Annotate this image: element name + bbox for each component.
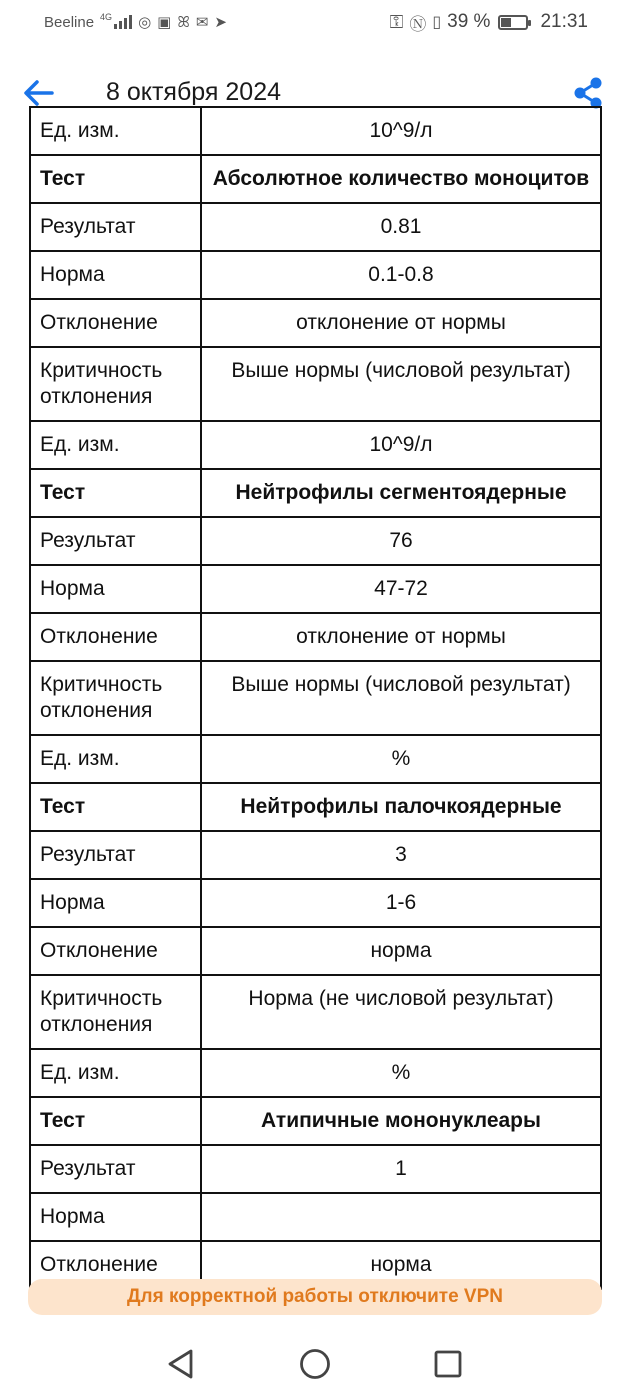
table-row — [30, 1049, 601, 1097]
row-value: 0.81 — [201, 203, 601, 251]
page-title: 8 октября 2024 — [106, 78, 281, 106]
row-value: норма — [201, 1241, 601, 1289]
share-icon — [572, 76, 604, 110]
circle-home-icon — [299, 1348, 331, 1380]
row-value: % — [201, 1049, 601, 1097]
key-icon: ⚿ — [389, 11, 404, 32]
row-value: Абсолютное количество моноцитов — [201, 155, 601, 203]
table-row — [30, 831, 601, 879]
row-label: Тест — [30, 783, 201, 831]
test-header-row — [30, 1097, 601, 1145]
row-value: 3 — [201, 831, 601, 879]
nav-back-button[interactable] — [166, 1348, 196, 1385]
row-label: Отклонение — [30, 1241, 201, 1289]
battery-icon — [498, 15, 528, 30]
row-label: Норма — [30, 251, 201, 299]
row-value: Выше нормы (числовой результат) — [201, 661, 601, 735]
table-row — [30, 251, 601, 299]
row-value: Выше нормы (числовой результат) — [201, 347, 601, 421]
row-label: Норма — [30, 1193, 201, 1241]
table-row — [30, 347, 601, 421]
results-scroll-area[interactable] — [0, 119, 630, 1276]
status-right — [390, 10, 588, 35]
status-bar — [0, 0, 630, 44]
table-row — [30, 1145, 601, 1193]
test-header-row — [30, 155, 601, 203]
row-label: Тест — [30, 469, 201, 517]
row-label: Отклонение — [30, 613, 201, 661]
row-value: отклонение от нормы — [201, 299, 601, 347]
table-row — [30, 299, 601, 347]
clock: 21:31 — [540, 11, 588, 32]
network-type: 4G — [100, 12, 113, 22]
share-button[interactable] — [572, 76, 604, 110]
system-nav-bar — [0, 1330, 630, 1400]
battery-percent: 39 % — [447, 11, 491, 32]
row-value: 10^9/л — [201, 421, 601, 469]
square-recent-icon — [434, 1350, 462, 1378]
table-row — [30, 613, 601, 661]
row-label: Норма — [30, 879, 201, 927]
row-label: Ед. изм. — [30, 1049, 201, 1097]
table-row — [30, 565, 601, 613]
table-row — [30, 203, 601, 251]
row-label: Тест — [30, 1097, 201, 1145]
row-value: % — [201, 735, 601, 783]
row-value: норма — [201, 927, 601, 975]
odnoklassniki-icon: ꕤ — [177, 13, 190, 31]
row-label: Ед. изм. — [30, 107, 201, 155]
row-value: Нейтрофилы палочкоядерные — [201, 783, 601, 831]
table-row — [30, 735, 601, 783]
back-button[interactable] — [22, 77, 56, 109]
row-label: Результат — [30, 203, 201, 251]
table-row — [30, 421, 601, 469]
row-label: Результат — [30, 517, 201, 565]
vpn-warning-banner — [28, 1279, 602, 1315]
nav-recent-button[interactable] — [434, 1350, 462, 1383]
row-value — [201, 1193, 601, 1241]
nav-home-button[interactable] — [299, 1348, 331, 1385]
row-value: 47-72 — [201, 565, 601, 613]
status-left — [44, 13, 227, 31]
whatsapp-icon: ◎ — [138, 14, 152, 31]
row-label: Результат — [30, 1145, 201, 1193]
carrier-name: Beeline — [44, 13, 95, 31]
row-label: Критичность отклонения — [30, 975, 201, 1049]
row-label: Критичность отклонения — [30, 347, 201, 421]
row-value: 0.1-0.8 — [201, 251, 601, 299]
messenger-icon: ▣ — [157, 14, 172, 31]
row-value: 76 — [201, 517, 601, 565]
arrow-left-icon — [22, 77, 56, 109]
row-value: Нейтрофилы сегментоядерные — [201, 469, 601, 517]
table-row — [30, 107, 601, 155]
row-label: Ед. изм. — [30, 421, 201, 469]
table-row — [30, 517, 601, 565]
test-header-row — [30, 469, 601, 517]
test-header-row — [30, 783, 601, 831]
row-label: Отклонение — [30, 299, 201, 347]
table-row — [30, 975, 601, 1049]
row-value: Атипичные мононуклеары — [201, 1097, 601, 1145]
vibrate-icon: ▯ — [432, 14, 442, 31]
row-value: отклонение от нормы — [201, 613, 601, 661]
table-row — [30, 879, 601, 927]
row-value: Норма (не числовой результат) — [201, 975, 601, 1049]
triangle-back-icon — [166, 1348, 196, 1380]
table-row — [30, 661, 601, 735]
row-label: Критичность отклонения — [30, 661, 201, 735]
telegram-icon: ➤ — [214, 14, 227, 31]
row-value: 10^9/л — [201, 107, 601, 155]
row-label: Норма — [30, 565, 201, 613]
vpn-warning-text: Для корректной работы отключите VPN — [126, 1286, 503, 1307]
row-value: 1-6 — [201, 879, 601, 927]
row-label: Ед. изм. — [30, 735, 201, 783]
row-value: 1 — [201, 1145, 601, 1193]
mail-icon: ✉ — [195, 14, 209, 31]
row-label: Тест — [30, 155, 201, 203]
signal-icon — [114, 15, 132, 29]
row-label: Отклонение — [30, 927, 201, 975]
nfc-icon: Ⓝ — [409, 14, 427, 34]
row-label: Результат — [30, 831, 201, 879]
table-row — [30, 927, 601, 975]
table-row — [30, 1193, 601, 1241]
results-table — [29, 106, 602, 1290]
